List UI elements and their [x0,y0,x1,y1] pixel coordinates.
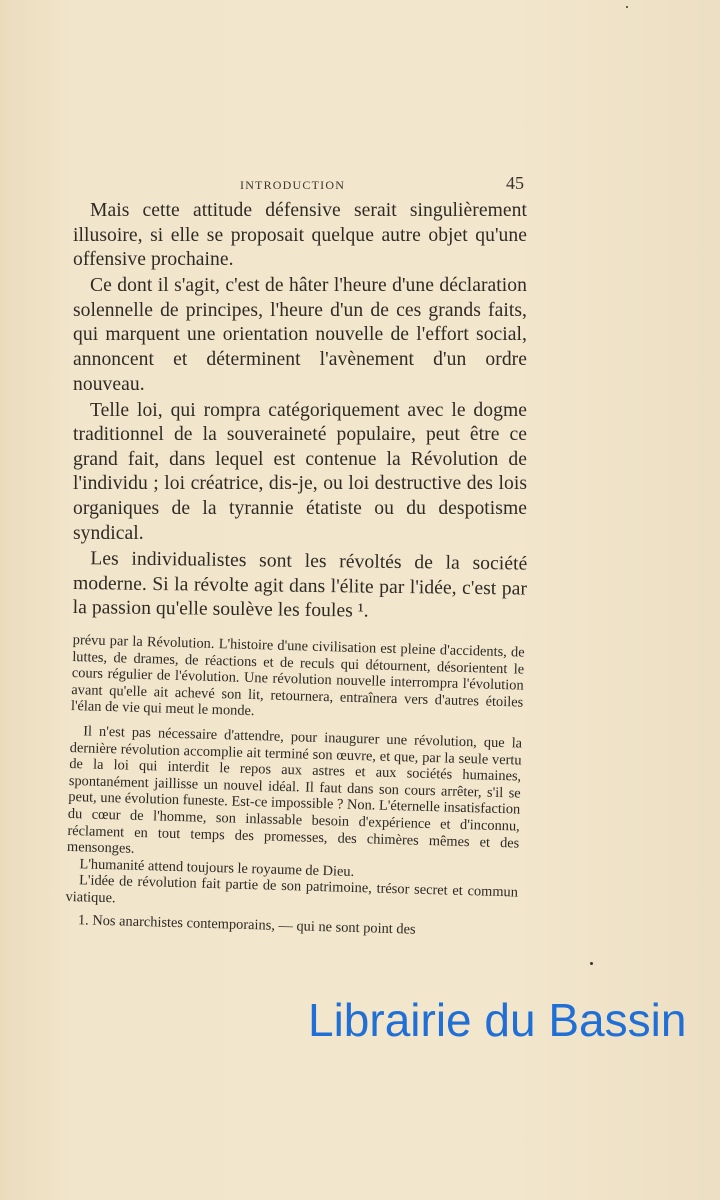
ink-speck [590,962,593,965]
footnote-paragraph: Il n'est pas nécessaire d'attendre, pour inaugurer une révolution, que la dernière révolution accomplie ait terminé son œuvre, et que, par la seule vertu de la loi qui interdit le repos aux astres et aux sociétés humaines, spontanément jaillisse un nouvel idéal. Il faut dans son cours arrêter, s'il se peut, une évolution funeste. Est-ce impossible ? Non. L'éternelle insatisfaction du cœur de l'homme, son inlassable besoin d'expérience et d'inconnu, réclament en tout temps des promesses, des chimères mêmes et des mensonges. [66,723,523,857]
footnote-paragraph: 1. Nos anarchistes contemporains, — qui ne sont point des [77,911,416,938]
footnote-paragraph: L'idée de révolution fait partie de son patrimoine, trésor secret et commun viatique. [65,872,519,907]
footnotes [65,632,525,941]
body-paragraph: Ce dont il s'agit, c'est de hâter l'heure d'une déclaration solennelle de principes, l'heure d'un de ces grands faits, qui marquent une orientation nouvelle de l'effort social, annoncent et déterminent l'avènement d'un ordre nouveau. [73,275,527,395]
main-text [73,199,527,621]
ink-speck [626,6,628,8]
body-paragraph: Telle loi, qui rompra catégoriquement avec le dogme traditionnel de la souveraineté populaire, peut être ce grand fait, dans lequel est contenue la Révolution de l'individu ; loi créatrice, dis-je, ou loi destructive des lois organiques de la tyrannie étatiste ou du despotisme syndical. [73,399,527,544]
footnote-paragraph: L'humanité attend toujours le royaume de Dieu. [79,855,355,880]
body-paragraph: Les individualistes sont les révoltés de la société moderne. Si la révolte agit dans l'élite par l'idée, c'est par la passion qu'elle soulève les foules ¹. [72,548,528,623]
page-number: 45 [506,173,524,193]
running-title: INTRODUCTION [240,178,346,192]
body-paragraph: Mais cette attitude défensive serait singulièrement illusoire, si elle se proposait quelque autre objet qu'une offensive prochaine. [73,200,527,271]
watermark: Librairie du Bassin [308,994,687,1046]
footnote-paragraph: prévu par la Révolution. L'histoire d'une civilisation est pleine d'accidents, de luttes, de drames, de réactions et de reculs qui détournent, désorientent le cours régulier de l'évolution. Une révolution nouvelle interrompra l'évolution avant qu'elle ait achevé son lit, retournera, entraînera vers d'autres étoiles l'élan de vie qui meut le monde. [70,632,525,720]
page-header [0,173,720,196]
